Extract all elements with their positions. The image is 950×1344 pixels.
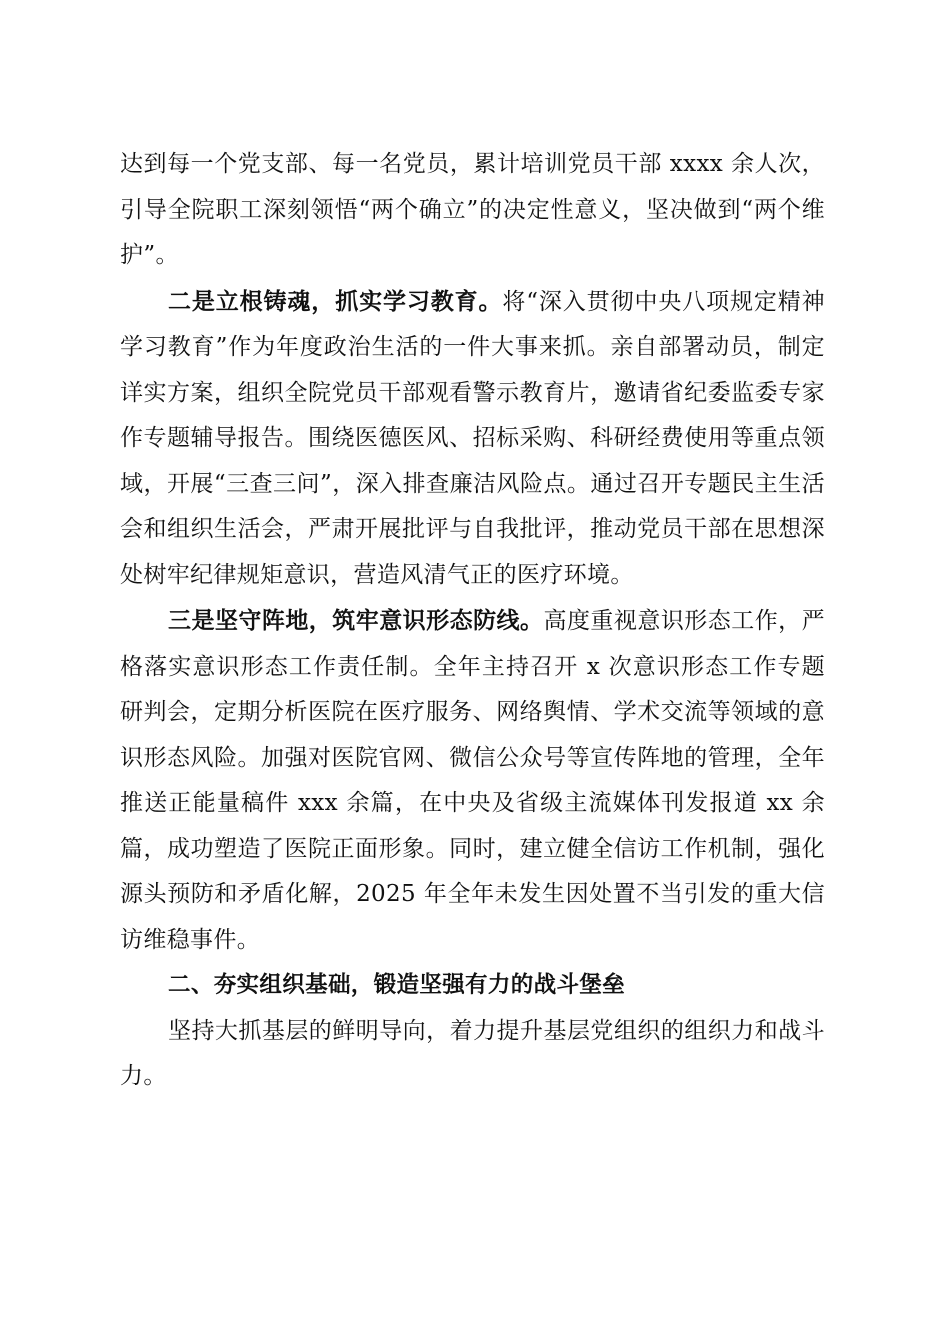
paragraph-lead: 三是坚守阵地，筑牢意识形态防线。 <box>168 607 544 634</box>
paragraph-closing <box>120 1009 825 1100</box>
paragraph-text: 将“深入贯彻中央八项规定精神学习教育”作为年度政治生活的一件大事来抓。亲自部署动员，制定详实方案，组织全院党员干部观看警示教育片，邀请省纪委监委专家作专题辅导报告。围绕医德医风、招标采购、科研经费使用等重点领域，开展“三查三问”，深入排查廉洁风险点。通过召开专题民主生活会和组织生活会，严肃开展批评与自我批评，推动党员干部在思想深处树牢纪律规矩意识，营造风清气正的医疗环境。 <box>120 288 825 588</box>
paragraph-continuation <box>120 142 825 279</box>
paragraph-text: 高度重视意识形态工作，严格落实意识形态工作责任制。全年主持召开 x 次意识形态工作专题研判会，定期分析医院在医疗服务、网络舆情、学术交流等领域的意识形态风险。加强对医院官网、微信公众号等宣传阵地的管理，全年推送正能量稿件 xxx 余篇，在中央及省级主流媒体刊发报道 xx 余篇，成功塑造了医院正面形象。同时，建立健全信访工作机制，强化源头预防和矛盾化解，2025 年全年未发生因处置不当引发的重大信访维稳事件。 <box>120 608 825 953</box>
section-heading: 二、夯实组织基础，锻造坚强有力的战斗堡垒 <box>168 972 626 998</box>
paragraph-study-education <box>120 279 825 599</box>
paragraph-ideology <box>120 598 825 963</box>
paragraph-lead: 二是立根铸魂，抓实学习教育。 <box>168 287 503 315</box>
paragraph-text: 达到每一个党支部、每一名党员，累计培训党员干部 xxxx 余人次，引导全院职工深刻领悟“两个确立”的决定性意义，坚决做到“两个维护”。 <box>120 151 825 268</box>
paragraph-text: 坚持大抓基层的鲜明导向，着力提升基层党组织的组织力和战斗力。 <box>120 1017 825 1089</box>
document-body <box>120 142 825 1100</box>
